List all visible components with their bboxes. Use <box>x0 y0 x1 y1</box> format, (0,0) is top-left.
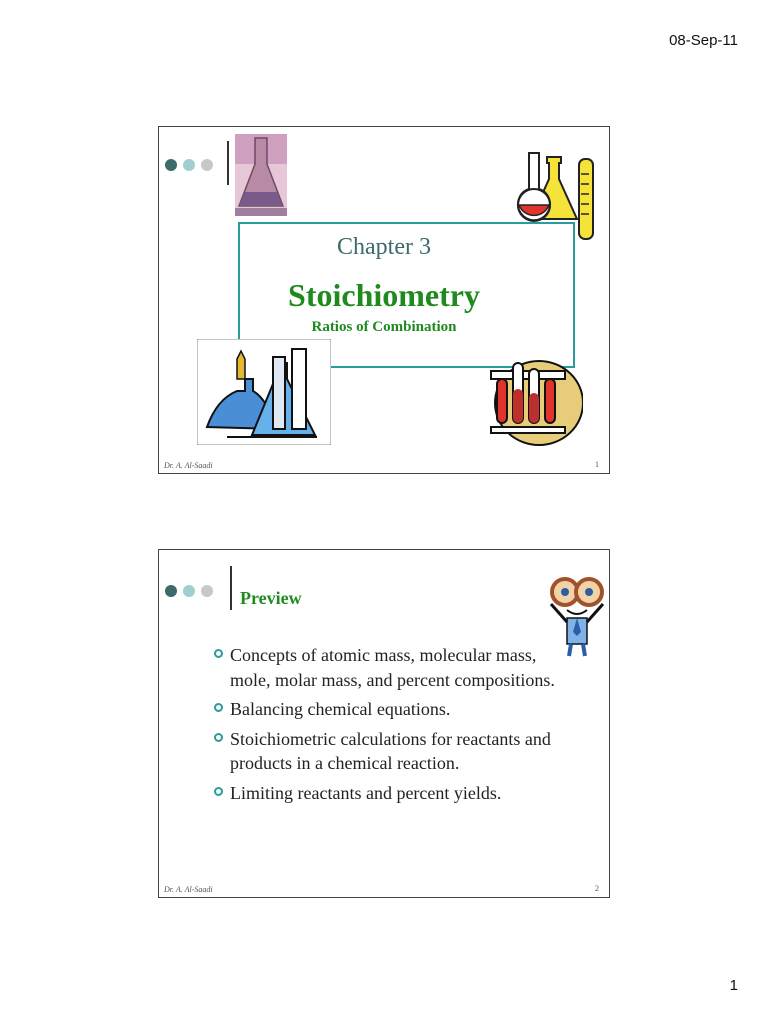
dot-gray <box>201 585 213 597</box>
slide-author: Dr. A. Al-Saadi <box>164 461 213 470</box>
page-number: 1 <box>729 977 738 994</box>
slide-2 <box>158 549 610 898</box>
slide-number: 2 <box>595 884 599 893</box>
list-item: Concepts of atomic mass, molecular mass, mole, molar mass, and percent compositions. <box>213 643 563 692</box>
dot-gray <box>201 159 213 171</box>
bullet-icon <box>214 733 223 742</box>
slide-author: Dr. A. Al-Saadi <box>164 885 213 894</box>
slide-dots <box>165 159 213 171</box>
bullet-icon <box>214 787 223 796</box>
slide-1 <box>158 126 610 474</box>
list-item: Stoichiometric calculations for reactants and products in a chemical reaction. <box>213 727 563 776</box>
test-tubes-rack-icon <box>483 349 583 447</box>
lab-glassware-icon <box>197 339 331 445</box>
flask-photo-icon <box>235 134 287 216</box>
slide-subtitle: Ratios of Combination <box>311 319 457 335</box>
bullet-icon <box>214 649 223 658</box>
chapter-label: Chapter 3 <box>337 234 431 260</box>
page-date: 08-Sep-11 <box>669 32 738 49</box>
header-divider <box>230 566 232 610</box>
bullet-list <box>213 643 563 810</box>
slide-dots <box>165 585 213 597</box>
slide-title: Stoichiometry <box>288 277 480 313</box>
dot-dark <box>165 159 177 171</box>
bullet-icon <box>214 703 223 712</box>
list-item: Limiting reactants and percent yields. <box>213 781 563 806</box>
header-divider <box>227 141 229 185</box>
dot-light <box>183 159 195 171</box>
slide-number: 1 <box>595 460 599 469</box>
dot-dark <box>165 585 177 597</box>
slide-heading: Preview <box>240 588 302 608</box>
dot-light <box>183 585 195 597</box>
list-item: Balancing chemical equations. <box>213 697 563 722</box>
